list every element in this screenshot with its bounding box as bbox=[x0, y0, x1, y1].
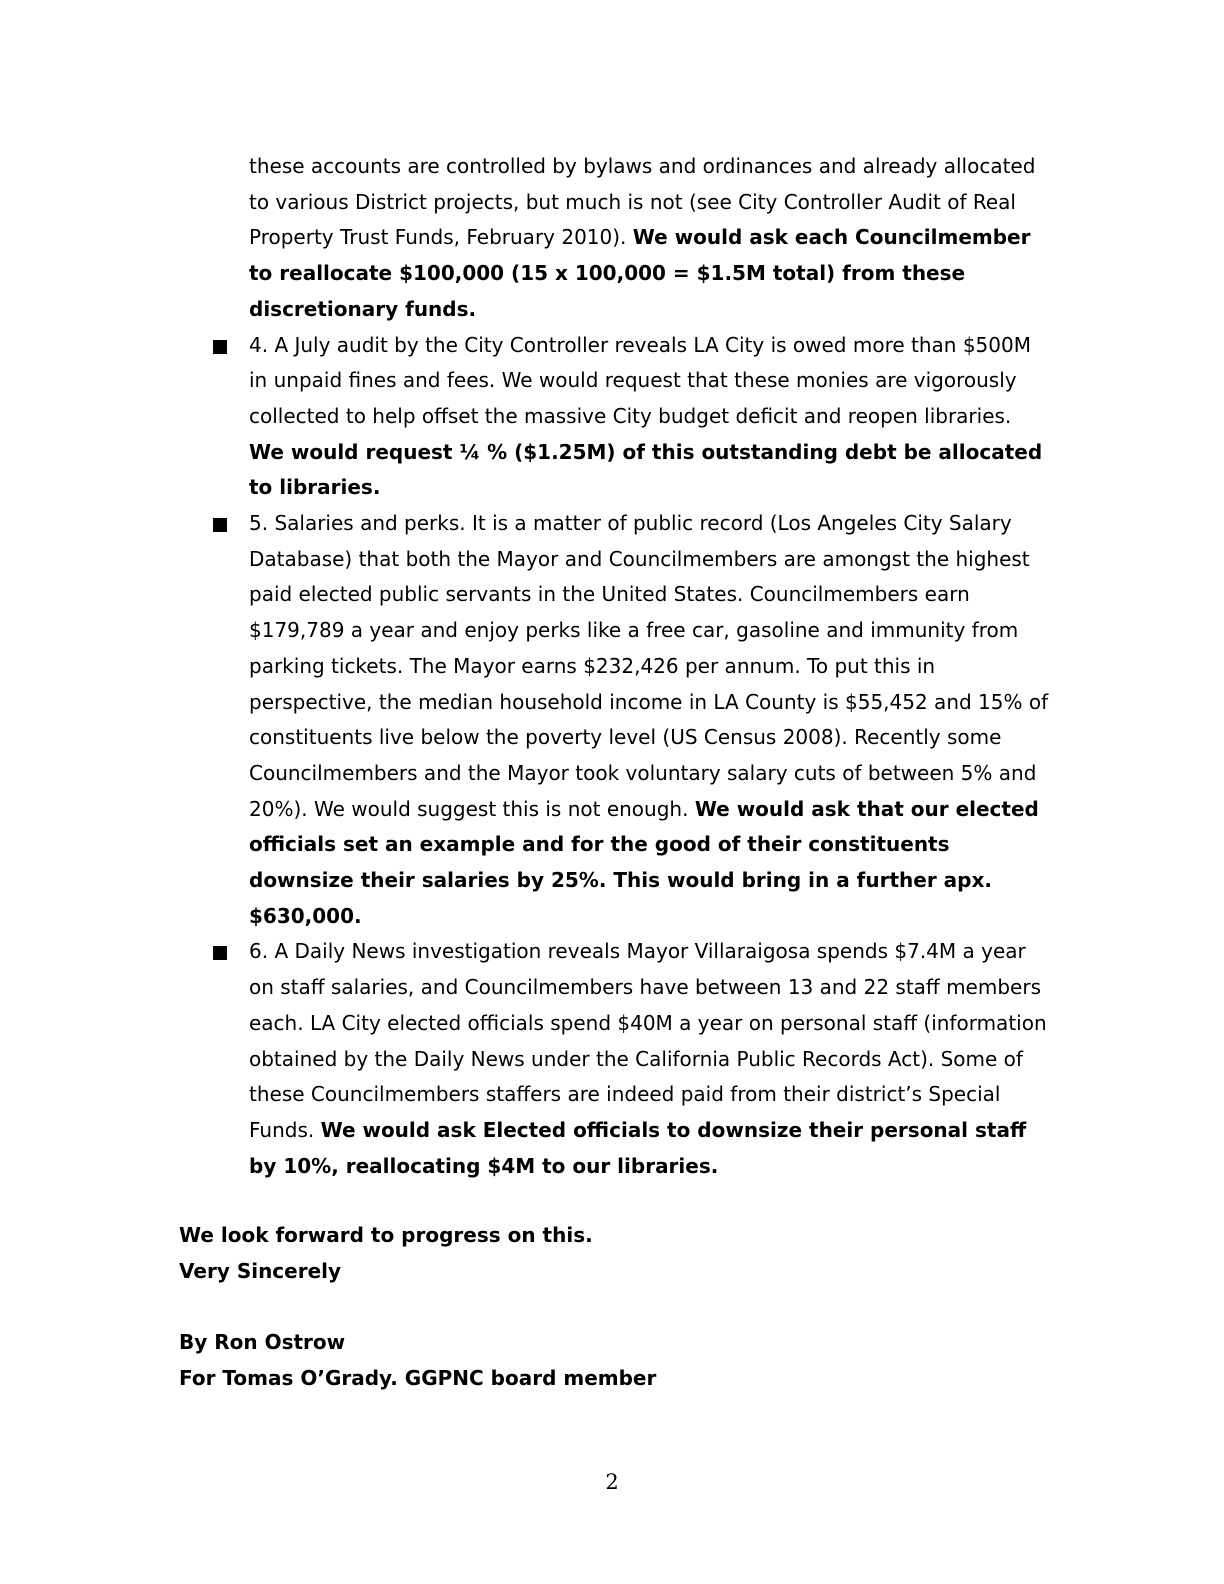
item-bold-request: We would ask Elected officials to downsize their personal staff by 10%, reallocating $4M to our libraries. bbox=[249, 1117, 1027, 1178]
list-item-continuation bbox=[249, 149, 1049, 328]
closing-salutation: Very Sincerely bbox=[179, 1258, 342, 1283]
list-item-6 bbox=[249, 934, 1049, 1184]
square-bullet-icon bbox=[213, 340, 227, 354]
square-bullet-icon bbox=[213, 518, 227, 532]
square-bullet-icon bbox=[213, 946, 227, 960]
item-text: 5. Salaries and perks. It is a matter of public record (Los Angeles City Salary Database) that both the Mayor and Councilmembers are amongst the highest paid elected public servants in the United States. Councilmembers earn $179,789 a year and enjoy perks like a free car, gasoline and immunity from parking tickets. The Mayor earns $232,426 per annum. To put this in perspective, the median household income in LA County is $55,452 and 15% of constituents live below the poverty level (US Census 2008). Recently some Councilmembers and the Mayor took voluntary salary cuts of between 5% and 20%). We would suggest this is not enough. bbox=[249, 511, 1049, 821]
item-bold-request: We would ask that our elected officials set an example and for the good of their constituents downsize their salaries by 25%. This would bring in a further apx. $630,000. bbox=[249, 796, 1039, 928]
item-text: these accounts are controlled by bylaws and ordinances and already allocated to various District projects, but much is not (see City Controller Audit of Real Property Trust Funds, February 2010). bbox=[249, 154, 1036, 250]
list-item-5 bbox=[249, 506, 1049, 934]
closing-line: We look forward to progress on this. bbox=[179, 1223, 593, 1247]
signature-block bbox=[179, 1325, 656, 1396]
item-bold-request: We would request ¼ % ($1.25M) of this outstanding debt be allocated to libraries. bbox=[249, 439, 1043, 500]
item-text: 6. A Daily News investigation reveals Mayor Villaraigosa spends $7.4M a year on staff salaries, and Councilmembers have between 13 and 22 staff members each. LA City elected officials spend $40M a year on personal staff (information obtained by the Daily News under the California Public Records Act). Some of these Councilmembers staffers are indeed paid from their district’s Special Funds. bbox=[249, 939, 1047, 1142]
signature-author: By Ron Ostrow bbox=[179, 1330, 346, 1354]
list-item-4 bbox=[249, 328, 1049, 507]
item-text: 4. A July audit by the City Controller reveals LA City is owed more than $500M in unpaid fines and fees. We would request that these monies are vigorously collected to help offset the massive City budget deficit and reopen libraries. bbox=[249, 332, 1031, 428]
closing-block bbox=[179, 1218, 593, 1289]
item-bold-request: We would ask each Councilmember to reallocate $100,000 (15 x 100,000 = $1.5M total) from these discretionary funds. bbox=[249, 225, 1031, 321]
recommendation-list bbox=[0, 149, 1224, 1184]
signature-on-behalf: For Tomas O’Grady. GGPNC board member bbox=[179, 1365, 657, 1390]
page-number: 2 bbox=[605, 1470, 619, 1494]
